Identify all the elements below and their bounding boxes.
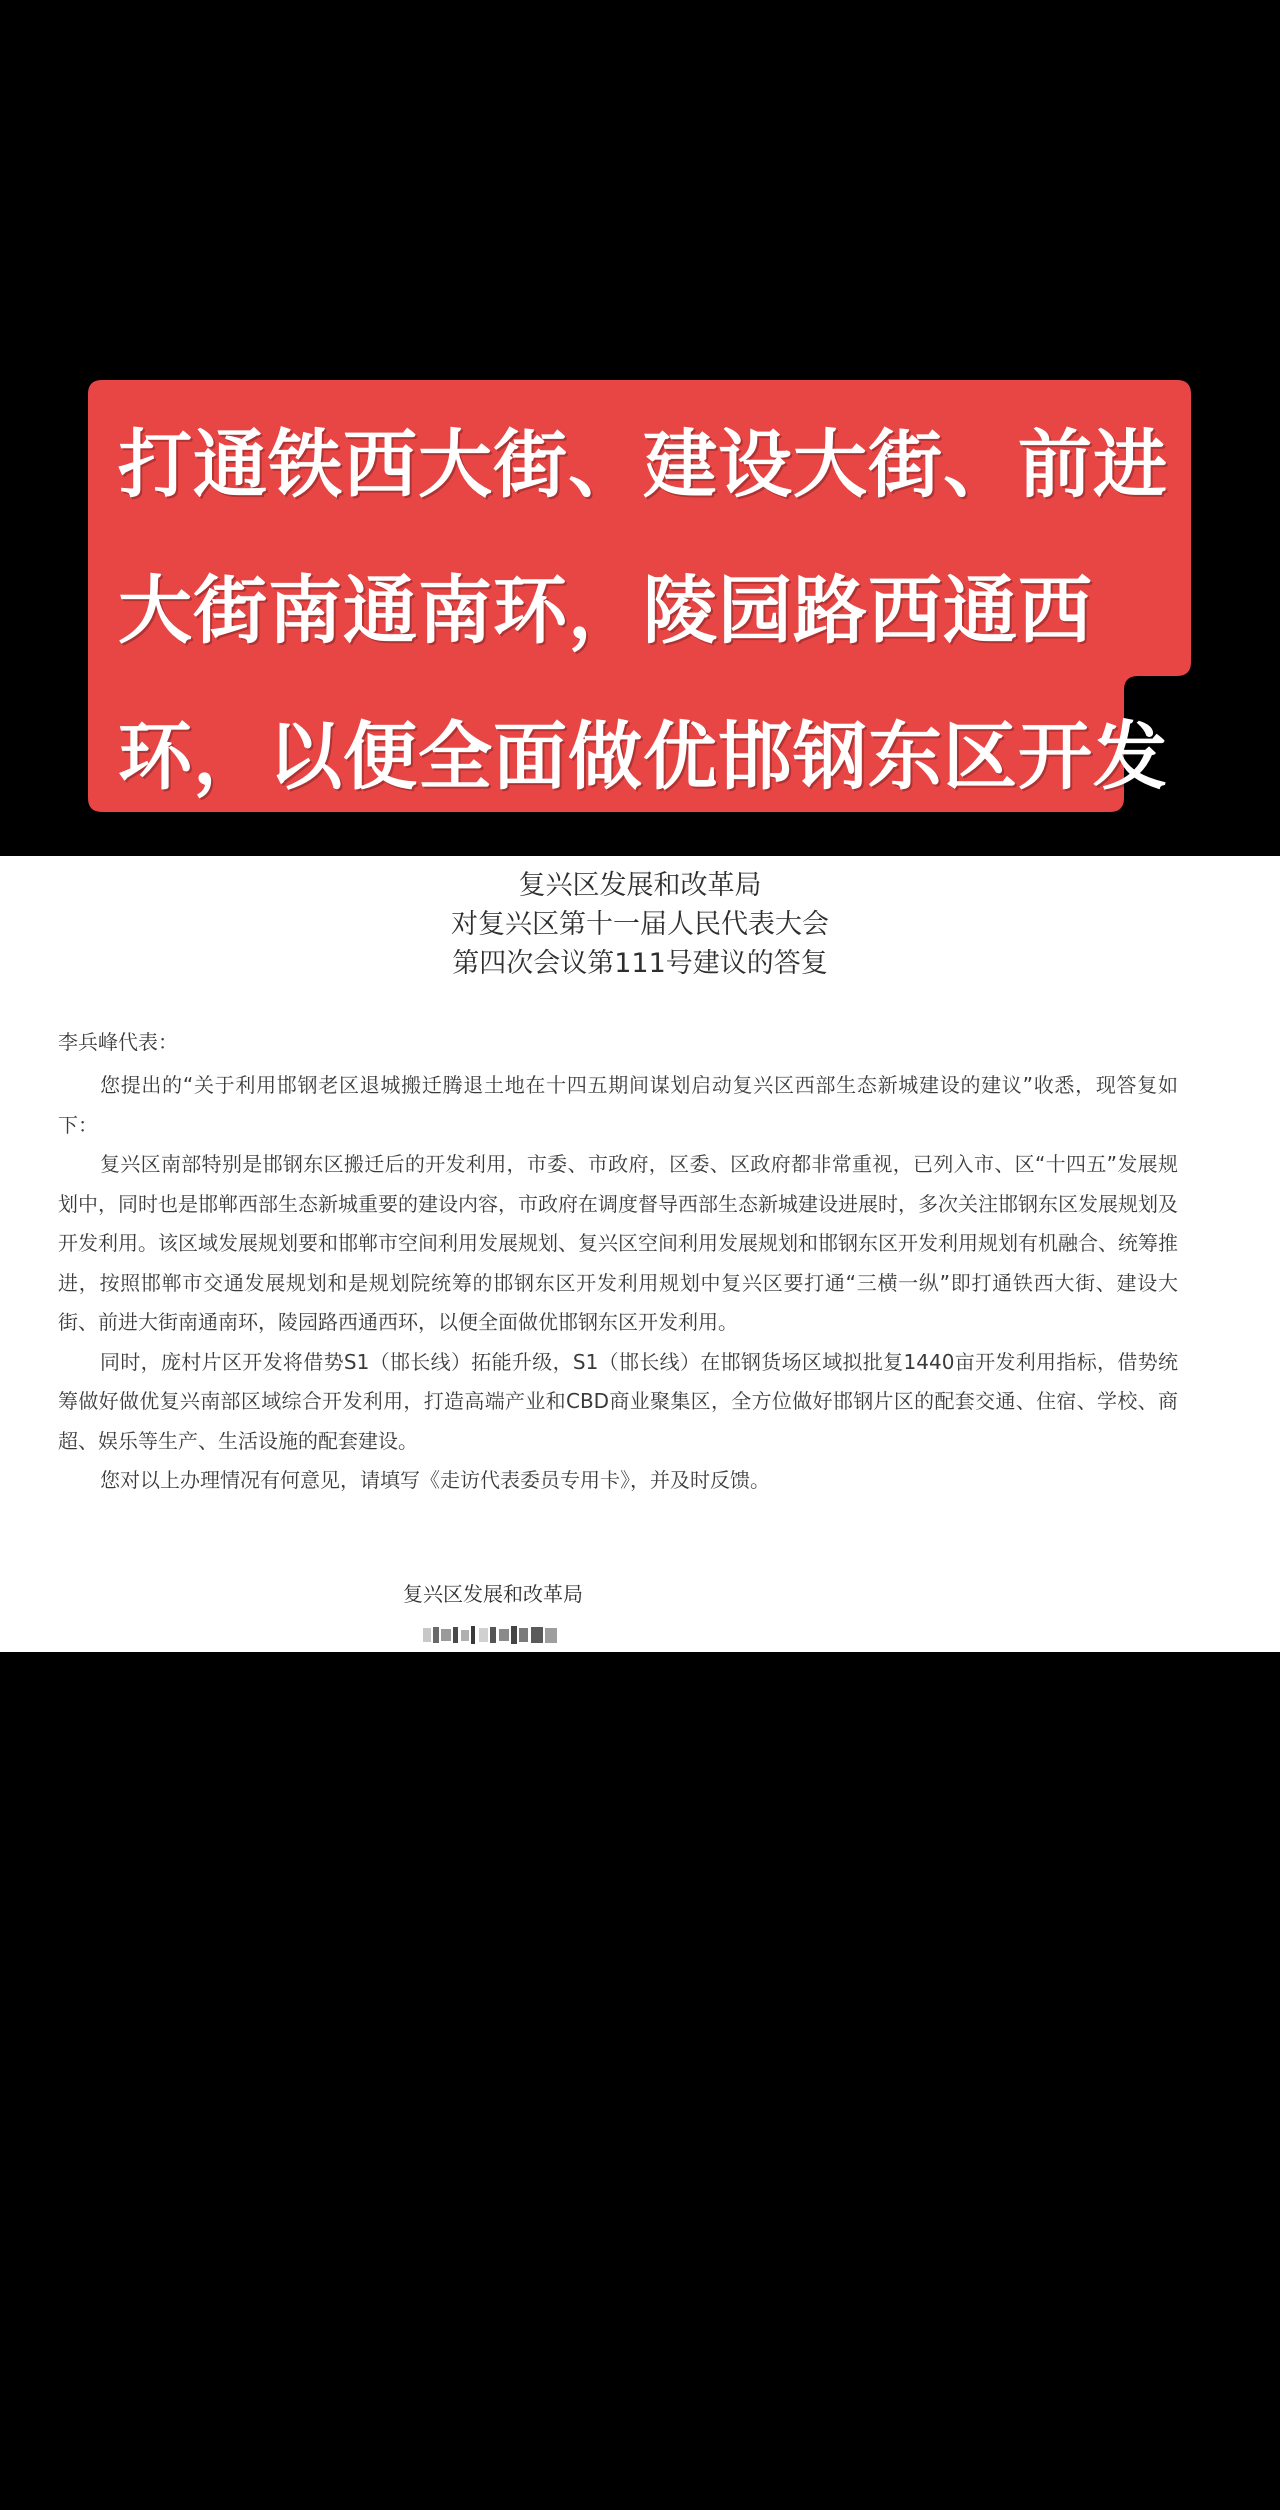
body-paragraph: 您提出的“关于利用邯钢老区退城搬迁腾退土地在十四五期间谋划启动复兴区西部生态新城建设的建议”收悉，现答复如下：	[58, 1073, 1178, 1137]
salutation: 李兵峰代表：	[58, 1030, 178, 1054]
redacted-date	[423, 1624, 567, 1646]
body-paragraph: 复兴区南部特别是邯钢东区搬迁后的开发利用，市委、市政府，区委、区政府都非常重视，已列入市、区“十四五”发展规划中，同时也是邯郸西部生态新城重要的建设内容，市政府在调度督导西部生态新城建设进展时，多次关注邯钢东区发展规划及开发利用。该区域发展规划要和邯郸市空间利用发展规划、复兴区空间利用发展规划和邯钢东区开发利用规划有机融合、统筹推进，按照邯郸市交通发展规划和是规划院统筹的邯钢东区开发利用规划中复兴区要打通“三横一纵”即打通铁西大街、建设大街、前进大街南通南环，陵园路西通西环，以便全面做优邯钢东区开发利用。	[58, 1152, 1178, 1334]
title-line: 对复兴区第十一届人民代表大会	[451, 909, 829, 940]
document-title	[0, 866, 1280, 983]
headline-text: 打通铁西大街、建设大街、前进大街南通南环，陵园路西通西环，以便全面做优邯钢东区开发	[118, 422, 1168, 800]
headline-banner	[88, 380, 1191, 812]
body-paragraph: 您对以上办理情况有何意见，请填写《走访代表委员专用卡》，并及时反馈。	[100, 1468, 770, 1492]
document-body	[58, 1066, 1178, 1501]
title-line: 复兴区发展和改革局	[518, 870, 762, 901]
signature-org: 复兴区发展和改革局	[403, 1582, 583, 1606]
title-line: 第四次会议第111号建议的答复	[452, 948, 828, 979]
document-page	[0, 856, 1280, 1652]
body-paragraph: 同时，庞村片区开发将借势S1（邯长线）拓能升级，S1（邯长线）在邯钢货场区域拟批复1440亩开发利用指标，借势统筹做好做优复兴南部区域综合开发利用，打造高端产业和CBD商业聚集区，全方位做好邯钢片区的配套交通、住宿、学校、商超、娱乐等生产、生活设施的配套建设。	[58, 1349, 1178, 1453]
